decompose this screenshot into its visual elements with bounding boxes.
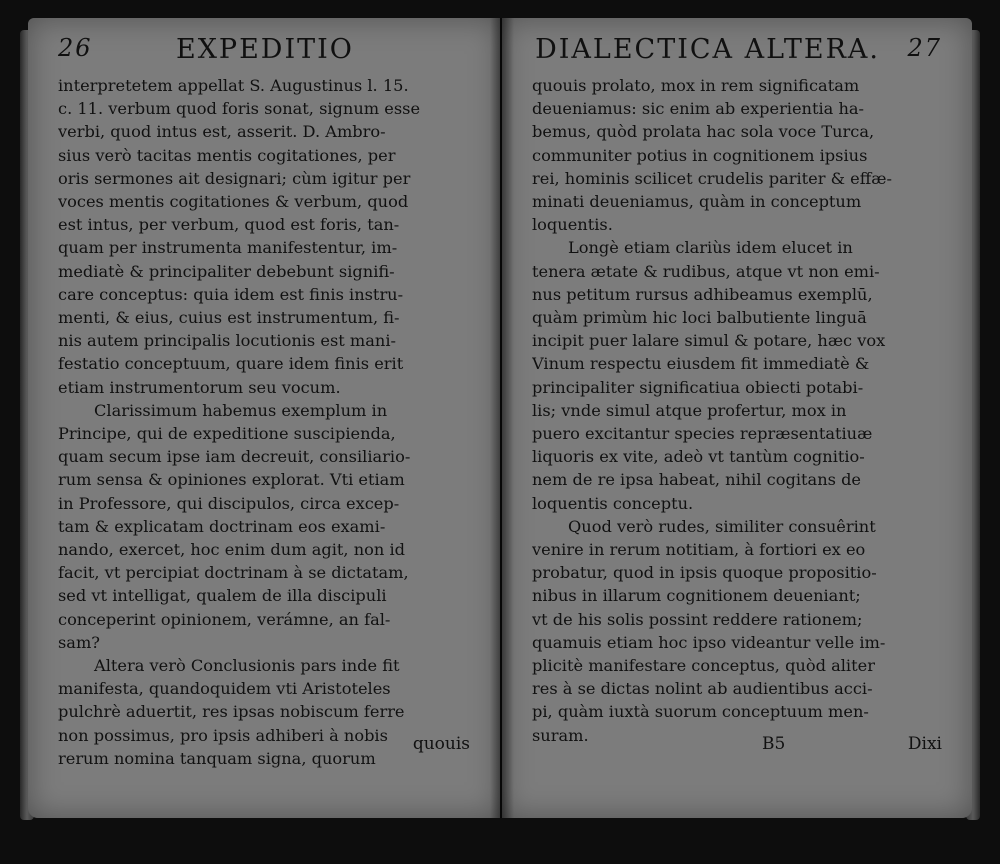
text-line: Vinum respectu eiusdem fit immediatè & (532, 354, 870, 374)
text-line: res à se dictas nolint ab audientibus acci- (532, 679, 873, 699)
text-line: Longè etiam clariùs idem elucet in (568, 238, 853, 258)
text-line: Clarissimum habemus exemplum in (94, 400, 388, 420)
text-line: loquentis conceptu. (532, 493, 694, 513)
text-line: in Professore, qui discipulos, circa excep- (58, 493, 400, 513)
text-line: liquoris ex vite, adeò vt tantùm cognitio- (532, 447, 865, 467)
text-line: festatio conceptuum, quare idem finis erit (58, 354, 404, 374)
running-title-right: DIALECTICA ALTERA. (535, 34, 880, 65)
text-line: oris sermones ait designari; cùm igitur per (58, 168, 411, 188)
text-line: suram. (532, 725, 589, 745)
text-line: nando, exercet, hoc enim dum agit, non id (58, 540, 405, 560)
text-line: venire in rerum notitiam, à fortiori ex eo (532, 540, 866, 560)
text-line: vt de his solis possint reddere rationem; (532, 609, 863, 629)
text-line: puero excitantur species repræsentatiuæ (532, 424, 873, 444)
right-page (502, 18, 972, 818)
text-line: bemus, quòd prolata hac sola voce Turca, (532, 122, 875, 142)
text-line: tam & explicatam doctrinam eos exami- (58, 516, 386, 536)
right-page-footer (532, 734, 942, 760)
text-line: probatur, quod in ipsis quoque propositio- (532, 563, 877, 583)
text-line: quouis prolato, mox in rem significatam (532, 76, 860, 95)
text-line: nibus in illarum cognitionem deueniant; (532, 586, 861, 606)
text-line: est intus, per verbum, quod est foris, tan- (58, 215, 400, 235)
catchword-left: quouis (412, 734, 470, 754)
text-line: manifesta, quandoquidem vti Aristoteles (58, 679, 391, 699)
text-line: principaliter significatiua obiecti potabi- (532, 377, 864, 397)
text-line: nis autem principalis locutionis est mani- (58, 331, 396, 351)
text-line: deueniamus: sic enim ab experientia ha- (532, 99, 865, 119)
text-line: communiter potius in cognitionem ipsius (532, 145, 868, 165)
text-line: quamuis etiam hoc ipso videantur velle im- (532, 632, 886, 652)
text-line: c. 11. verbum quod foris sonat, signum esse (58, 99, 421, 119)
text-line: care conceptus: quia idem est finis instru- (58, 284, 404, 304)
text-line: rei, hominis scilicet crudelis pariter & effæ- (532, 168, 892, 188)
text-line: rerum nomina tanquam signa, quorum (58, 748, 376, 768)
text-line: mediatè & principaliter debebunt signifi- (58, 261, 395, 281)
text-line: pulchrè aduertit, res ipsas nobiscum ferre (58, 702, 405, 722)
text-line: sius verò tacitas mentis cogitationes, per (58, 145, 396, 165)
left-page-text (58, 74, 470, 770)
text-line: rum sensa & opiniones explorat. Vti etiam (58, 470, 405, 490)
text-line: minati deueniamus, quàm in conceptum (532, 192, 862, 212)
book-gutter (490, 18, 514, 818)
text-line: verbi, quod intus est, asserit. D. Ambro- (58, 122, 386, 142)
text-line: nem de re ipsa habeat, nihil cogitans de (532, 470, 862, 490)
text-line: non possimus, pro ipsis adhiberi à nobis (58, 725, 388, 745)
text-line: lis; vnde simul atque profertur, mox in (532, 400, 847, 420)
text-line: quàm primùm hic loci balbutiente linguā (532, 308, 867, 328)
signature-mark: B5 (762, 734, 786, 754)
text-line: quam secum ipse iam decreuit, consiliario- (58, 447, 411, 467)
text-line: pi, quàm iuxtà suorum conceptuum men- (532, 702, 869, 722)
text-line: incipit puer lalare simul & potare, hæc vox (532, 331, 886, 351)
left-page (28, 18, 500, 818)
text-line: facit, vt percipiat doctrinam à se dictatam, (58, 563, 409, 583)
page-number-left: 26 (58, 34, 93, 62)
open-book (28, 18, 972, 828)
page-number-right: 27 (907, 34, 942, 62)
text-line: conceperint opinionem, verámne, an fal- (58, 609, 391, 629)
right-page-text (532, 74, 942, 747)
text-line: tenera ætate & rudibus, atque vt non emi- (532, 261, 880, 281)
text-line: plicitè manifestare conceptus, quòd aliter (532, 656, 875, 676)
left-page-header (58, 34, 470, 68)
text-line: menti, & eius, cuius est instrumentum, fi- (58, 308, 400, 328)
right-page-header (532, 34, 942, 68)
text-line: interpretetem appellat S. Augustinus l. 15. (58, 76, 409, 95)
left-page-footer (58, 734, 470, 760)
text-line: quam per instrumenta manifestentur, im- (58, 238, 398, 258)
catchword-right: Dixi (907, 734, 942, 754)
text-line: Quod verò rudes, similiter consuêrint (568, 516, 876, 536)
text-line: sam? (58, 632, 100, 652)
text-line: sed vt intelligat, qualem de illa discipuli (58, 586, 387, 606)
text-line: loquentis. (532, 215, 613, 235)
text-line: etiam instrumentorum seu vocum. (58, 377, 341, 397)
text-line: voces mentis cogitationes & verbum, quod (58, 192, 409, 212)
running-title-left: EXPEDITIO (176, 34, 354, 65)
text-line: Altera verò Conclusionis pars inde fit (94, 656, 400, 676)
text-line: Principe, qui de expeditione suscipienda, (58, 424, 396, 444)
text-line: nus petitum rursus adhibeamus exemplū, (532, 284, 873, 304)
